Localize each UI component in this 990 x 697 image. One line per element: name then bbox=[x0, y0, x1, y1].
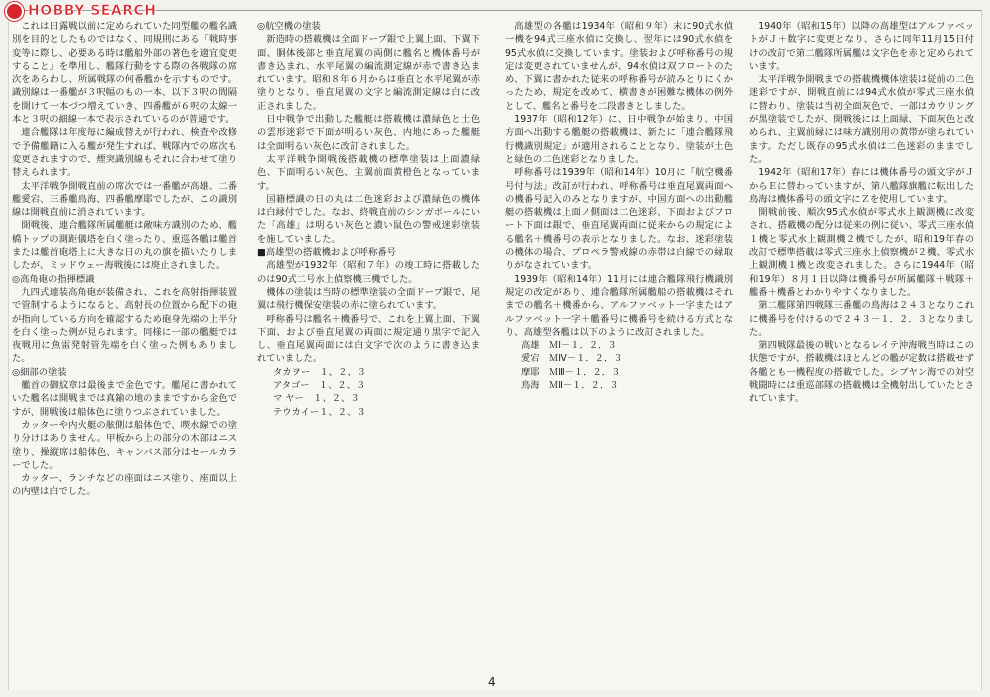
watermark-text: HOBBY SEARCH bbox=[28, 3, 157, 19]
text-column-1 bbox=[12, 20, 237, 499]
paragraph: 太平洋戦争開戦後搭載機の標準塗装は上面濃緑色、下面明るい灰色、主翼前面黄橙色となっています。 bbox=[257, 153, 480, 192]
paragraph: 呼称番号は艦名＋機番号で、これを上翼上面、下翼下面、および垂直尾翼の両面に規定通り黒字で記入し、垂直尾翼両面には白文字で次のように書き込まれていました。 bbox=[257, 313, 480, 365]
paragraph: 機体の塗装は当時の標準塗装の全面ドープ銀で、尾翼は飛行機保安塗装の赤に塗られています。 bbox=[257, 286, 480, 312]
paragraph: 1939年（昭和14年）11月には連合艦隊飛行機識別規定の改定があり、連合艦隊所属艦船の搭載機はそれまでの艦名＋機番から、アルファベット一字またはアルファベット一字＋艦番号に機番号を続ける方式となり、高雄型各艦は以下のように改訂されました。 bbox=[505, 273, 733, 338]
code-list-item: 高雄 ＭⅠ－１．２．３ bbox=[521, 340, 617, 352]
section-heading: ◎航空機の塗装 bbox=[257, 21, 321, 32]
section-heading: ◎細部の塗装 bbox=[12, 366, 67, 378]
paragraph: 国籍標識の日の丸は二色迷彩および濃緑色の機体は白縁付でした。なお、終戦直前のシンガポールにいた「高雄」は明るい灰色と濃い鼠色の警戒迷彩塗装を施していました。 bbox=[257, 193, 480, 245]
paragraph: 高雄型が1932年（昭和７年）の竣工時に搭載したのは90式二号水上偵察機三機でした。 bbox=[257, 260, 480, 285]
paragraph: 1940年（昭和15年）以降の高雄型はアルファベットがＪ＋数字に変更となり、さらに同年11月15日付けの改訂で第二艦隊所属艦は文字色を赤と定められています。 bbox=[749, 21, 974, 72]
code-list-item: マ ヤー １、２、３ bbox=[273, 393, 360, 405]
code-list-item: 愛宕 ＭⅣ－１．２．３ bbox=[521, 353, 623, 365]
code-list-item: 摩耶 ＭⅢ－１．２．３ bbox=[521, 366, 621, 378]
paragraph: 第四戦隊最後の戦いとなるレイテ沖海戦当時はこの状態ですが、搭載機はほとんどの艦が定数は搭載せず各艦とも一機程度の搭載でした。シブヤン海での対空戦闘時には重巡部隊の搭載機は全機射出していたとされています。 bbox=[749, 340, 974, 405]
paragraph: これは日露戦以前に定められていた同型艦の艦名識別を目的としたものではなく、同規則にある「戦時事変等に際し、必要ある時は艦船外部の著色を適宜変更すること」を準用し、艦隊行動をする際の各戦隊の席次をあらわし、所属戦隊の何番艦かを示すものです。識別線は一番艦が３呎幅のもの一本、以下３呎の間隔を開けて一本づつ増えていき、四番艦が６呎の太線一本と３呎の細線一本で表示されているのが普通です。 bbox=[12, 21, 237, 126]
paragraph: 開戦後、連合艦隊所属艦艇は敵味方識別のため、艦橋トップの測距儀塔を白く塗ったり、重巡各艦は艦首または艦首砲塔上に大きな日の丸の旗を描いたりしましたが、ミッドウェー海戦後には廃止されました。 bbox=[12, 220, 237, 272]
paragraph: 艦首の御紋章は最後まで金色です。艦尾に書かれていた艦名は開戦までは真鍮の地のままですから金色ですが、開戦後は船体色に塗りつぶされていました。 bbox=[12, 380, 237, 418]
paragraph: カッターや内火艇の舷側は船体色で、喫水線での塗り分けはありません。甲板から上の部分の木部はニス塗り、操縦席は船体色、キャンバス部分はセールカラーでした。 bbox=[12, 419, 237, 471]
paragraph: 日中戦争で出動した艦艇は搭載機は濃緑色と土色の雲形迷彩で下面が明るい灰色、内地にあった艦艇は全面明るい灰色に改訂されました。 bbox=[257, 114, 480, 152]
paragraph: 連合艦隊は年度毎に編成替えが行われ、検査や改修で予備艦籍に入る艦が発生すれば、戦隊内での席次も変更されますので、煙突識別線もそれに合わせて塗り替えられます。 bbox=[12, 127, 237, 179]
paragraph: 太平洋戦争開戦までの搭載機機体塗装は従前の二色迷彩ですが、開戦直前には94式水偵が零式三座水偵に替わり、塗装は当初全面灰色で、一部はカウリングが黒塗装でしたが、開戦後には上面緑、下面灰色と改められ、主翼前縁には味方識別用の黄帯が塗られています。ただし既存の95式水偵は二色迷彩のままでした。 bbox=[749, 74, 974, 165]
paragraph: 高雄型の各艦は1934年（昭和９年）末に90式水偵一機を94式三座水偵に交換し、翌年には90式水偵を95式水偵に交換しています。塗装および呼称番号の規定は変更されていませんが、94水偵は双フロートのため、下翼に書かれた従来の呼称番号が読みとりにくかったため、規定を改めて、横書きが困難な機体の例外として、艦名と番号を二段書きとしました。 bbox=[505, 21, 733, 112]
code-list-item: タカヲー １、２、３ bbox=[273, 366, 366, 378]
paragraph: 第二艦隊第四戦隊三番艦の鳥海は２４３となりこれに機番号を付けるので２４３－１．２．３となりました。 bbox=[749, 300, 974, 338]
paragraph: カッター、ランチなどの座面はニス塗り、座面以上の内壁は白でした。 bbox=[12, 473, 237, 498]
paragraph: 1942年（昭和17年）春には機体番号の頭文字がＪからＥに替わっていますが、第八艦隊旗艦に転出した鳥海は機体番号の頭文字にＺを使用しています。 bbox=[749, 167, 974, 205]
paragraph: 新造時の搭載機は全面ドープ銀で上翼上面、下翼下面、胴体後部と垂直尾翼の両側に艦名と機体番号が書き込まれ、水平尾翼の編流測定線が赤で書き込まれています。昭和８年６月からは垂直と水平尾翼が赤塗りとなり、垂直尾翼の文字と編流測定線は白に改正されました。 bbox=[257, 34, 480, 112]
paragraph: 呼称番号は1939年（昭和14年）10月に「航空機番号付与法」改訂が行われ、呼称番号は垂直尾翼両面への機番号記入のみとなりますが、中国方面への出動艦艇の搭載機は上面ノ側面は二色迷彩、下面およびフロート下面は銀で、垂直尾翼両面に従来からの規定による艦名＋機番号の表示となりました。なお、迷彩塗装の機体の場合、プロペラ警戒線の赤帯は白線での縁取りがなされています。 bbox=[505, 167, 733, 272]
text-column-2 bbox=[257, 20, 480, 419]
code-list-item: アタゴー １、２、３ bbox=[273, 380, 366, 392]
paragraph: 1937年（昭和12年）に、日中戦争が始まり、中国方面へ出動する艦艇の搭載機は、新たに「連合艦隊飛行機識別規定」が適用されることとなり、塗装が土色と緑色の二色迷彩となりました。 bbox=[505, 114, 733, 165]
code-list-item: テウカイー１、２、３ bbox=[273, 406, 366, 418]
watermark-logo bbox=[5, 2, 156, 20]
page-number: 4 bbox=[488, 675, 496, 689]
paragraph: 開戦前後、順次95式水偵が零式水上観測機に改変され、搭載機の配分は従来の例に従い、零式三座水偵１機と零式水上観測機２機でしたが、昭和19年春の改訂で標準搭載は零式三座水上偵察機が２機、零式水上観測機１機と改変されました。さらに1944年（昭和19年）８月１日以降は機番号が所属艦隊＋戦隊＋艦番＋機番とわかりやすくなりました。 bbox=[749, 207, 974, 298]
text-column-3 bbox=[505, 20, 733, 392]
text-column-4 bbox=[749, 20, 974, 406]
paragraph: 太平洋戦争開戦直前の席次では一番艦が高雄、二番艦愛宕、三番艦鳥海、四番艦摩耶でしたが、この識別線は開戦直前に消されています。 bbox=[12, 180, 237, 219]
code-list-item: 鳥海 ＭⅡ－１．２．３ bbox=[521, 380, 619, 392]
logo-mark-icon bbox=[5, 2, 24, 21]
paragraph: 九四式連装高角砲が装備され、これを高射指揮装置で管制するようになると、高射長の位置から配下の砲が指向している方向を確認するため砲身先端の上半分を白く塗った例が見られます。同様に一部の艦艇では夜戦用に魚雷発射管先端を白く塗った例もありました。 bbox=[12, 286, 237, 365]
section-heading: ◎高角砲の指揮標識 bbox=[12, 273, 95, 285]
section-heading: ■高雄型の搭載機および呼称番号 bbox=[257, 247, 396, 259]
